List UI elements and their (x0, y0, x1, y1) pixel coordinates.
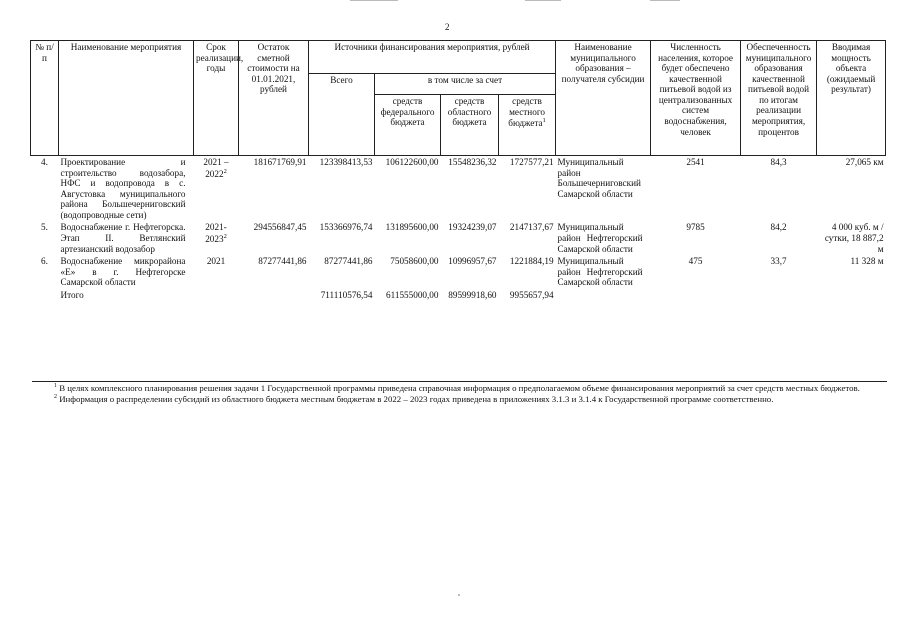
header-municipality: Наименование муниципального образования – получателя субсидии (556, 41, 651, 156)
cell-local: 2147137,67 (509, 222, 554, 233)
cell-regional: 15548236,32 (448, 157, 497, 167)
term-text: 2021 (206, 256, 226, 267)
cell-name: Проектирование и строительство водозабора, НФС и водопровода в с. Августовка муниципального района Большечерниговский (водопроводные сети) (60, 157, 186, 220)
cell-balance: 181671769,91 (253, 157, 307, 167)
cell-federal: 106122600,00 (385, 157, 439, 167)
page-number: 2 (445, 22, 450, 32)
table-row (31, 221, 886, 255)
financing-table (30, 40, 886, 302)
header-balance: Остаток сметной стоимости на 01.01.2021, рублей (239, 41, 309, 156)
cell-balance: 294556847,45 (253, 222, 307, 233)
cell-provision: 84,3 (770, 157, 787, 167)
header-name: Наименование мероприятия (59, 41, 194, 156)
cell-population: 475 (688, 256, 703, 267)
table-row (31, 156, 886, 222)
footnote-text-2: Информация о распределении субсидий из областного бюджета местным бюджетам в 2022 – 2023 годах приведена в приложениях 3.1.3 и 3.1.4 к Государственной программе соответственно. (59, 393, 774, 404)
footnote-ref-2: 2 (223, 167, 227, 175)
header-federal: средств федерального бюджета (375, 95, 441, 156)
cell-num: 4. (41, 157, 48, 167)
cell-capacity: 4 000 куб. м / сутки, 18 887,2 м (824, 222, 884, 254)
scan-artifact (650, 0, 680, 1)
total-row (31, 289, 886, 302)
cell-municipality: Муниципальный район Нефтегорский Самарской области (557, 256, 643, 288)
cell-capacity: 11 328 м (850, 256, 884, 267)
header-capacity: Вводимая мощность объекта (ожидаемый результат) (817, 41, 886, 156)
cell-name: Водоснабжение микрорайона «Е» в г. Нефтегорске Самарской области (60, 256, 186, 288)
cell-population: 9785 (686, 222, 705, 233)
cell-total: 123398413,53 (319, 157, 373, 167)
header-incl: в том числе за счет (375, 74, 556, 95)
header-local (499, 95, 556, 156)
cell-term (194, 255, 239, 289)
footnote-ref-2: 2 (223, 233, 227, 241)
footnote-ref-1: 1 (542, 117, 546, 125)
total-local: 9955657,94 (509, 289, 554, 300)
header-regional: средств областного бюджета (441, 95, 499, 156)
cell-name: Водоснабжение г. Нефтегорска. Этап II. Ветлянский артезианский водозабор (60, 222, 186, 254)
cell-provision: 84,2 (770, 222, 787, 233)
total-federal: 611555000,00 (386, 289, 439, 300)
footnote-2 (32, 394, 877, 405)
header-population: Численность населения, которое будет обеспечено качественной питьевой водой из централизованных систем водоснабжения, человек (651, 41, 741, 156)
total-label: Итого (60, 289, 84, 300)
cell-provision: 33,7 (770, 256, 787, 267)
header-num: № п/п (31, 41, 59, 156)
cell-total: 153366976,74 (319, 222, 373, 233)
cell-balance: 87277441,86 (258, 256, 307, 267)
total-sum: 711110576,54 (320, 289, 373, 300)
cell-federal: 131895600,00 (385, 222, 439, 233)
footnote-mark-2: 2 (54, 394, 57, 401)
term-text: 2021 – 2022 (203, 157, 229, 179)
scan-artifact (525, 0, 561, 1)
cell-term (194, 221, 239, 255)
cell-capacity: 27,065 км (845, 157, 884, 167)
cell-local: 1727577,21 (509, 157, 554, 167)
cell-municipality: Муниципальный район Большечерниговский Самарской области (557, 157, 641, 199)
term-text: 2021-2023 (205, 222, 227, 245)
scan-artifact (350, 0, 398, 1)
table-row (31, 255, 886, 289)
cell-federal: 75058600,00 (390, 256, 439, 267)
total-regional: 89599918,60 (448, 289, 497, 300)
cell-num: 6. (41, 256, 48, 267)
header-provision: Обеспеченность муниципального образования качественной питьевой водой по итогам реализации мероприятия, процентов (741, 41, 817, 156)
footnote-mark-1: 1 (54, 383, 57, 390)
cell-municipality: Муниципальный район Нефтегорский Самарской области (557, 222, 643, 254)
cell-num: 5. (41, 222, 48, 233)
footnotes (32, 383, 877, 405)
cell-regional: 10996957,67 (448, 256, 497, 267)
cell-total: 87277441,86 (324, 256, 373, 267)
scan-artifact (458, 594, 460, 596)
cell-population: 2541 (686, 157, 705, 167)
footnote-separator (32, 381, 887, 382)
footnote-1 (32, 383, 877, 394)
header-local-text: средств местного бюджета (508, 96, 545, 129)
cell-regional: 19324239,07 (448, 222, 497, 233)
cell-local: 1221884,19 (509, 256, 554, 267)
footnote-text-1: В целях комплексного планирования решения задачи 1 Государственной программы приведена справочная информация о предполагаемом объеме финансирования мероприятий за счет средств местных бюджетов. (59, 383, 860, 393)
header-sources: Источники финансирования мероприятия, рублей (309, 41, 556, 74)
header-total: Всего (309, 74, 375, 156)
header-term: Срок реализации, годы (194, 41, 239, 156)
cell-term (194, 156, 239, 222)
